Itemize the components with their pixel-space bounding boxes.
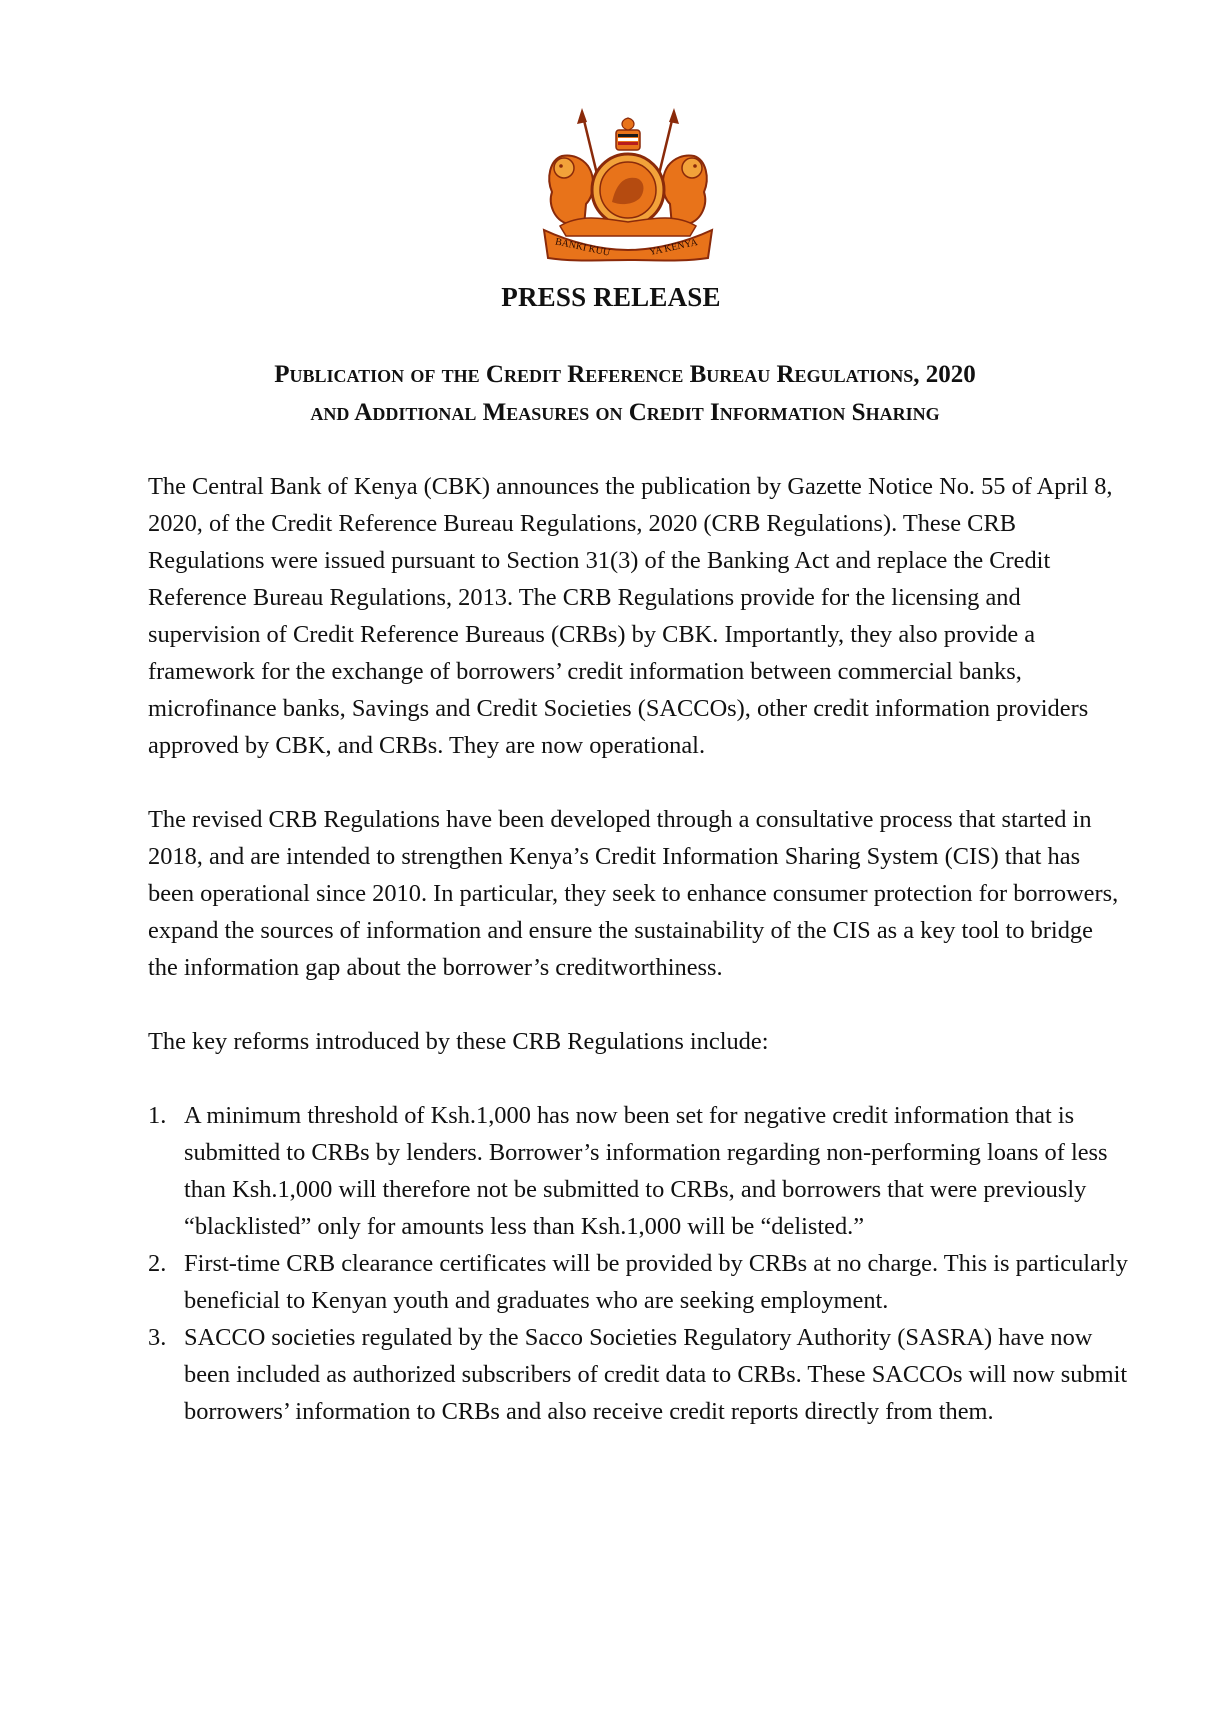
seal-ribbon-right-text: YA KENYA [648,237,699,259]
kenya-central-bank-seal-icon [540,108,716,262]
paragraph-announcement: The Central Bank of Kenya (CBK) announces the publication by Gazette Notice No. 55 of April 8, 2020, of the Credit Reference Bureau Regulations, 2020 (CRB Regulations). These CRB Regulations were issued pursuant to Section 31(3) of the Banking Act and replace the Credit Reference Bureau Regulations, 2013. The CRB Regulations provide for the licensing and supervision of Credit Reference Bureaus (CRBs) by CBK. Importantly, they also provide a framework for the exchange of borrowers’ credit information between commercial banks, microfinance banks, Savings and Credit Societies (SACCOs), other credit information providers approved by CBK, and CRBs. They are now operational. [148,473,1113,759]
paragraph-revised-regulations: The revised CRB Regulations have been developed through a consultative process that started in 2018, and are intended to strengthen Kenya’s Credit Information Sharing System (CIS) that has been operational since 2010. In particular, they seek to enhance consumer protection for borrowers, expand the sources of information and ensure the sustainability of the CIS as a key tool to bridge the information gap about the borrower’s creditworthiness. [148,806,1119,981]
document-body [148,468,1128,1430]
reform-number: 3. [148,1324,167,1351]
reform-number: 2. [148,1250,167,1277]
reform-text: First-time CRB clearance certificates will be provided by CRBs at no charge. This is particularly beneficial to Kenyan youth and graduates who are seeking employment. [184,1250,1128,1314]
reform-item-1 [148,1097,1128,1245]
subtitle-line-2: and Additional Measures on Credit Information Sharing [310,399,940,426]
reform-item-3 [148,1319,1128,1430]
subtitle-line-1: Publication of the Credit Reference Bureau Regulations, 2020 [274,361,976,388]
reform-text: A minimum threshold of Ksh.1,000 has now been set for negative credit information that is submitted to CRBs by lenders. Borrower’s information regarding non-performing loans of less than Ksh.1,000 will therefore not be submitted to CRBs, and borrowers that were previously “blacklisted” only for amounts less than Ksh.1,000 will be “delisted.” [184,1102,1108,1240]
reforms-list [148,1097,1128,1430]
document-subtitle [180,356,1070,432]
reform-item-2 [148,1245,1128,1319]
reform-text: SACCO societies regulated by the Sacco Societies Regulatory Authority (SASRA) have now been included as authorized subscribers of credit data to CRBs. These SACCOs will now submit borrowers’ information to CRBs and also receive credit reports directly from them. [184,1324,1128,1425]
paragraph-key-reforms-intro: The key reforms introduced by these CRB Regulations include: [148,1028,769,1055]
reform-number: 1. [148,1102,167,1129]
press-release-title: PRESS RELEASE [501,282,721,312]
seal-ribbon-left-text: BANKI KUU [554,236,611,259]
